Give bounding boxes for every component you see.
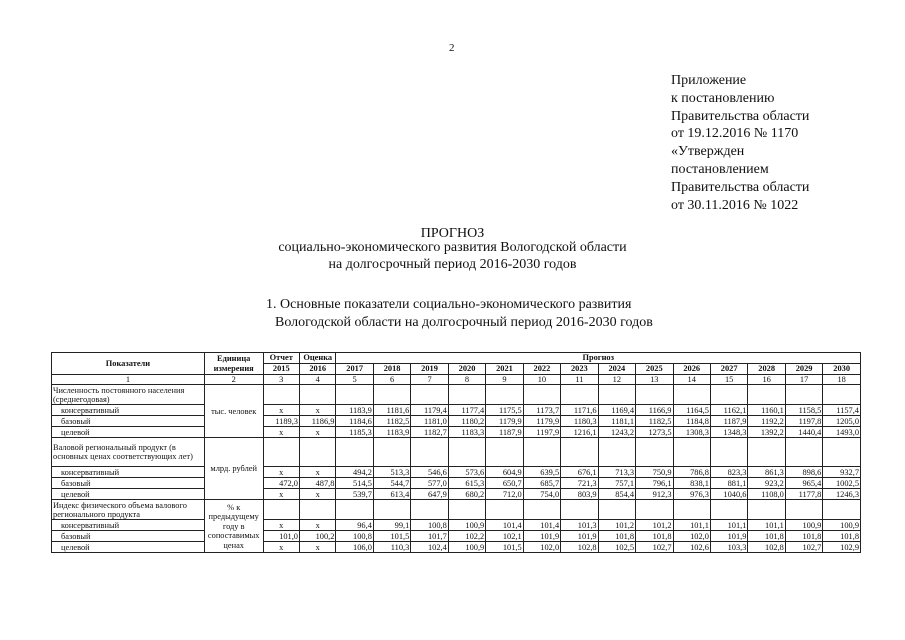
- value-cell: 1189,3: [263, 416, 299, 427]
- value-cell: 101,4: [486, 520, 523, 531]
- appendix-line: от 30.11.2016 № 1022: [671, 197, 799, 213]
- empty-cell: [336, 385, 373, 405]
- scenario-label: целевой: [52, 489, 205, 500]
- value-cell: 1169,4: [598, 405, 635, 416]
- value-cell: 754,0: [523, 489, 560, 500]
- value-cell: 1246,3: [823, 489, 861, 500]
- value-cell: 1162,1: [710, 405, 747, 416]
- value-cell: 544,7: [373, 478, 410, 489]
- empty-cell: [448, 438, 485, 467]
- value-cell: 1273,5: [636, 427, 673, 438]
- header-year: 2021: [486, 364, 523, 375]
- value-cell: 1179,9: [523, 416, 560, 427]
- table-row: [52, 467, 861, 478]
- value-cell: 102,8: [561, 542, 598, 553]
- empty-cell: [448, 500, 485, 520]
- empty-cell: [263, 438, 299, 467]
- column-number: 4: [299, 375, 335, 385]
- header-year: 2024: [598, 364, 635, 375]
- column-number: 5: [336, 375, 373, 385]
- empty-cell: [299, 385, 335, 405]
- value-cell: 1180,3: [561, 416, 598, 427]
- empty-cell: [561, 385, 598, 405]
- value-cell: x: [299, 427, 335, 438]
- value-cell: 103,3: [710, 542, 747, 553]
- empty-cell: [336, 500, 373, 520]
- value-cell: 101,9: [561, 531, 598, 542]
- scenario-label: консервативный: [52, 520, 205, 531]
- empty-cell: [561, 438, 598, 467]
- column-number: 7: [411, 375, 448, 385]
- scenario-label: целевой: [52, 427, 205, 438]
- value-cell: 1308,3: [673, 427, 710, 438]
- scenario-label: консервативный: [52, 405, 205, 416]
- value-cell: 96,4: [336, 520, 373, 531]
- column-number: 14: [673, 375, 710, 385]
- value-cell: 965,4: [785, 478, 822, 489]
- value-cell: x: [299, 489, 335, 500]
- value-cell: 647,9: [411, 489, 448, 500]
- empty-cell: [336, 438, 373, 467]
- appendix-line: «Утвержден: [671, 144, 745, 160]
- document-subtitle-period: на долгосрочный период 2016-2030 годов: [328, 257, 577, 272]
- header-year: 2016: [299, 364, 335, 375]
- scenario-label: целевой: [52, 542, 205, 553]
- value-cell: 823,3: [710, 467, 747, 478]
- value-cell: 110,3: [373, 542, 410, 553]
- column-number: 9: [486, 375, 523, 385]
- value-cell: 854,4: [598, 489, 635, 500]
- appendix-line: от 19.12.2016 № 1170: [671, 126, 799, 142]
- value-cell: 546,6: [411, 467, 448, 478]
- value-cell: 487,8: [299, 478, 335, 489]
- table-row: [52, 427, 861, 438]
- appendix-line: постановлением: [671, 161, 769, 177]
- value-cell: 1179,4: [411, 405, 448, 416]
- value-cell: 102,7: [785, 542, 822, 553]
- value-cell: 1348,3: [710, 427, 747, 438]
- empty-cell: [373, 438, 410, 467]
- value-cell: 721,3: [561, 478, 598, 489]
- value-cell: 685,7: [523, 478, 560, 489]
- table-row: [52, 542, 861, 553]
- value-cell: 1493,0: [823, 427, 861, 438]
- column-number: 6: [373, 375, 410, 385]
- value-cell: 514,5: [336, 478, 373, 489]
- header-year: 2025: [636, 364, 673, 375]
- empty-cell: [673, 438, 710, 467]
- value-cell: 1184,6: [336, 416, 373, 427]
- value-cell: 1175,5: [486, 405, 523, 416]
- empty-cell: [523, 385, 560, 405]
- header-year: 2023: [561, 364, 598, 375]
- empty-cell: [785, 500, 822, 520]
- value-cell: 1183,9: [373, 427, 410, 438]
- empty-cell: [523, 438, 560, 467]
- value-cell: 101,7: [411, 531, 448, 542]
- value-cell: 102,4: [411, 542, 448, 553]
- value-cell: 100,9: [448, 520, 485, 531]
- value-cell: 1040,6: [710, 489, 747, 500]
- value-cell: 1171,6: [561, 405, 598, 416]
- empty-cell: [373, 500, 410, 520]
- header-year: 2028: [748, 364, 785, 375]
- value-cell: 1183,3: [448, 427, 485, 438]
- header-year: 2029: [785, 364, 822, 375]
- appendix-line: Правительства области: [671, 179, 810, 195]
- value-cell: 786,8: [673, 467, 710, 478]
- empty-cell: [411, 385, 448, 405]
- value-cell: 1243,2: [598, 427, 635, 438]
- value-cell: 1182,5: [373, 416, 410, 427]
- value-cell: 713,3: [598, 467, 635, 478]
- value-cell: 101,2: [598, 520, 635, 531]
- value-cell: 102,0: [523, 542, 560, 553]
- value-cell: 102,7: [636, 542, 673, 553]
- value-cell: 101,9: [523, 531, 560, 542]
- table-row: [52, 405, 861, 416]
- empty-cell: [710, 500, 747, 520]
- empty-cell: [373, 385, 410, 405]
- value-cell: 102,1: [486, 531, 523, 542]
- value-cell: x: [299, 520, 335, 531]
- empty-cell: [598, 438, 635, 467]
- value-cell: 1179,9: [486, 416, 523, 427]
- header-year: 2026: [673, 364, 710, 375]
- value-cell: 976,3: [673, 489, 710, 500]
- empty-cell: [448, 385, 485, 405]
- value-cell: 712,0: [486, 489, 523, 500]
- empty-cell: [785, 385, 822, 405]
- value-cell: 1392,2: [748, 427, 785, 438]
- value-cell: 101,9: [710, 531, 747, 542]
- value-cell: 101,1: [673, 520, 710, 531]
- value-cell: 1181,1: [598, 416, 635, 427]
- value-cell: x: [263, 467, 299, 478]
- section-heading-line2: Вологодской области на долгосрочный период 2016-2030 годов: [275, 315, 653, 330]
- header-year: 2030: [823, 364, 861, 375]
- value-cell: x: [263, 542, 299, 553]
- appendix-line: к постановлению: [671, 90, 775, 106]
- page-number: 2: [449, 42, 455, 54]
- value-cell: 1184,8: [673, 416, 710, 427]
- value-cell: 803,9: [561, 489, 598, 500]
- header-year: 2015: [263, 364, 299, 375]
- empty-cell: [785, 438, 822, 467]
- empty-cell: [598, 385, 635, 405]
- value-cell: 101,8: [823, 531, 861, 542]
- value-cell: 796,1: [636, 478, 673, 489]
- empty-cell: [263, 385, 299, 405]
- group-title-row: [52, 500, 861, 520]
- value-cell: x: [299, 405, 335, 416]
- empty-cell: [710, 385, 747, 405]
- empty-cell: [748, 438, 785, 467]
- scenario-label: консервативный: [52, 467, 205, 478]
- table-row: [52, 531, 861, 542]
- header-forecast: Прогноз: [336, 353, 861, 364]
- value-cell: 101,8: [748, 531, 785, 542]
- value-cell: 101,3: [561, 520, 598, 531]
- value-cell: 1166,9: [636, 405, 673, 416]
- value-cell: 573,6: [448, 467, 485, 478]
- empty-cell: [823, 385, 861, 405]
- column-number: 8: [448, 375, 485, 385]
- column-number: 10: [523, 375, 560, 385]
- value-cell: 1181,6: [373, 405, 410, 416]
- scenario-label: базовый: [52, 478, 205, 489]
- value-cell: 101,1: [748, 520, 785, 531]
- empty-cell: [411, 438, 448, 467]
- scenario-label: базовый: [52, 531, 205, 542]
- value-cell: 1182,7: [411, 427, 448, 438]
- value-cell: 1197,8: [785, 416, 822, 427]
- column-number: 13: [636, 375, 673, 385]
- scenario-label: базовый: [52, 416, 205, 427]
- header-year: 2022: [523, 364, 560, 375]
- value-cell: x: [263, 520, 299, 531]
- value-cell: 577,0: [411, 478, 448, 489]
- empty-cell: [748, 500, 785, 520]
- value-cell: 604,9: [486, 467, 523, 478]
- value-cell: 861,3: [748, 467, 785, 478]
- value-cell: 1173,7: [523, 405, 560, 416]
- value-cell: 101,4: [523, 520, 560, 531]
- value-cell: 101,8: [785, 531, 822, 542]
- value-cell: 1164,5: [673, 405, 710, 416]
- value-cell: 101,5: [486, 542, 523, 553]
- value-cell: x: [299, 467, 335, 478]
- value-cell: 912,3: [636, 489, 673, 500]
- column-number: 11: [561, 375, 598, 385]
- value-cell: 99,1: [373, 520, 410, 531]
- value-cell: x: [263, 427, 299, 438]
- column-number: 1: [52, 375, 205, 385]
- value-cell: 101,2: [636, 520, 673, 531]
- column-number: 17: [785, 375, 822, 385]
- value-cell: 1192,2: [748, 416, 785, 427]
- section-heading: 1. Основные показатели социально-экономического развития: [266, 297, 632, 312]
- value-cell: 1440,4: [785, 427, 822, 438]
- value-cell: 1177,4: [448, 405, 485, 416]
- value-cell: 1205,0: [823, 416, 861, 427]
- value-cell: 102,9: [823, 542, 861, 553]
- document-title: ПРОГНОЗ: [420, 226, 485, 241]
- value-cell: 102,0: [673, 531, 710, 542]
- value-cell: 1181,0: [411, 416, 448, 427]
- value-cell: 881,1: [710, 478, 747, 489]
- value-cell: 101,8: [598, 531, 635, 542]
- value-cell: 613,4: [373, 489, 410, 500]
- value-cell: 1216,1: [561, 427, 598, 438]
- value-cell: 102,5: [598, 542, 635, 553]
- empty-cell: [561, 500, 598, 520]
- value-cell: 100,9: [448, 542, 485, 553]
- empty-cell: [636, 438, 673, 467]
- value-cell: 100,9: [823, 520, 861, 531]
- indicator-title: Индекс физического объема валового регионального продукта: [52, 500, 205, 520]
- empty-cell: [636, 385, 673, 405]
- value-cell: 1180,2: [448, 416, 485, 427]
- header-year: 2020: [448, 364, 485, 375]
- header-year: 2018: [373, 364, 410, 375]
- table-row: [52, 416, 861, 427]
- column-number: 18: [823, 375, 861, 385]
- value-cell: 650,7: [486, 478, 523, 489]
- value-cell: 102,2: [448, 531, 485, 542]
- value-cell: 101,8: [636, 531, 673, 542]
- appendix-line: Правительства области: [671, 108, 810, 124]
- indicator-unit: тыс. человек: [204, 385, 263, 438]
- group-title-row: [52, 385, 861, 405]
- empty-cell: [486, 385, 523, 405]
- header-year: 2017: [336, 364, 373, 375]
- value-cell: 1182,5: [636, 416, 673, 427]
- value-cell: x: [263, 405, 299, 416]
- empty-cell: [486, 438, 523, 467]
- value-cell: 680,2: [448, 489, 485, 500]
- empty-cell: [299, 438, 335, 467]
- empty-cell: [263, 500, 299, 520]
- value-cell: 472,0: [263, 478, 299, 489]
- value-cell: 100,2: [299, 531, 335, 542]
- value-cell: 676,1: [561, 467, 598, 478]
- indicator-title: Валовой региональный продукт (в основных ценах соответствующих лет): [52, 438, 205, 467]
- forecast-table: [51, 352, 861, 553]
- table-row: [52, 520, 861, 531]
- value-cell: 100,8: [411, 520, 448, 531]
- header-year: 2027: [710, 364, 747, 375]
- value-cell: 100,9: [785, 520, 822, 531]
- value-cell: 615,3: [448, 478, 485, 489]
- value-cell: 932,7: [823, 467, 861, 478]
- header-estimate: Оценка: [299, 353, 335, 364]
- value-cell: 923,2: [748, 478, 785, 489]
- value-cell: 838,1: [673, 478, 710, 489]
- group-title-row: [52, 438, 861, 467]
- value-cell: 1185,3: [336, 427, 373, 438]
- value-cell: 1187,9: [710, 416, 747, 427]
- column-number: 2: [204, 375, 263, 385]
- column-number: 15: [710, 375, 747, 385]
- column-number: 12: [598, 375, 635, 385]
- empty-cell: [598, 500, 635, 520]
- value-cell: 1157,4: [823, 405, 861, 416]
- header-unit: Единица измерения: [204, 353, 263, 375]
- empty-cell: [636, 500, 673, 520]
- empty-cell: [673, 385, 710, 405]
- column-number: 16: [748, 375, 785, 385]
- appendix-line: Приложение: [671, 73, 747, 88]
- value-cell: 1108,0: [748, 489, 785, 500]
- value-cell: 101,0: [263, 531, 299, 542]
- value-cell: 1002,5: [823, 478, 861, 489]
- appendix-block: [671, 72, 809, 214]
- value-cell: 1158,5: [785, 405, 822, 416]
- empty-cell: [486, 500, 523, 520]
- value-cell: 639,5: [523, 467, 560, 478]
- header-year: 2019: [411, 364, 448, 375]
- empty-cell: [673, 500, 710, 520]
- empty-cell: [710, 438, 747, 467]
- indicator-unit: % к предыдущему году в сопоставимых ценах: [204, 500, 263, 553]
- value-cell: 1187,9: [486, 427, 523, 438]
- indicator-title: Численность постоянного населения (среднегодовая): [52, 385, 205, 405]
- table-row: [52, 489, 861, 500]
- value-cell: 1160,1: [748, 405, 785, 416]
- empty-cell: [411, 500, 448, 520]
- value-cell: 494,2: [336, 467, 373, 478]
- value-cell: 1183,9: [336, 405, 373, 416]
- value-cell: x: [263, 489, 299, 500]
- value-cell: x: [299, 542, 335, 553]
- value-cell: 106,0: [336, 542, 373, 553]
- value-cell: 539,7: [336, 489, 373, 500]
- empty-cell: [823, 438, 861, 467]
- indicator-unit: млрд. рублей: [204, 438, 263, 500]
- value-cell: 1177,8: [785, 489, 822, 500]
- value-cell: 750,9: [636, 467, 673, 478]
- value-cell: 102,8: [748, 542, 785, 553]
- value-cell: 513,3: [373, 467, 410, 478]
- value-cell: 101,1: [710, 520, 747, 531]
- empty-cell: [748, 385, 785, 405]
- value-cell: 898,6: [785, 467, 822, 478]
- column-number: 3: [263, 375, 299, 385]
- value-cell: 100,8: [336, 531, 373, 542]
- table-row: [52, 478, 861, 489]
- value-cell: 1197,9: [523, 427, 560, 438]
- empty-cell: [823, 500, 861, 520]
- value-cell: 101,5: [373, 531, 410, 542]
- document-subtitle: социально-экономического развития Вологодской области: [278, 240, 627, 255]
- header-indicators: Показатели: [52, 353, 205, 375]
- value-cell: 1186,9: [299, 416, 335, 427]
- empty-cell: [299, 500, 335, 520]
- empty-cell: [523, 500, 560, 520]
- value-cell: 102,6: [673, 542, 710, 553]
- header-report: Отчет: [263, 353, 299, 364]
- value-cell: 757,1: [598, 478, 635, 489]
